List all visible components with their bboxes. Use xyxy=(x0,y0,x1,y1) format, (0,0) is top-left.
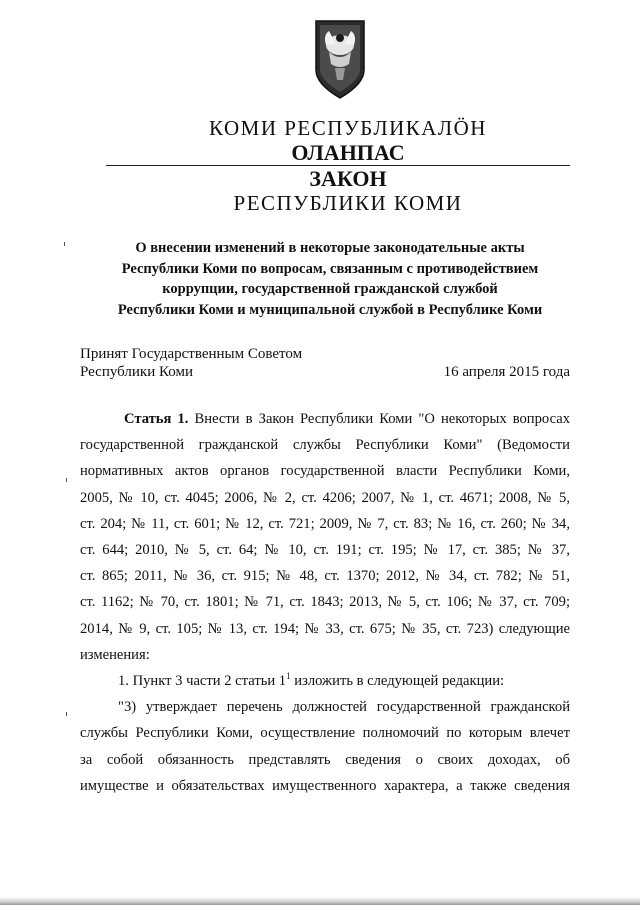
scan-speck xyxy=(66,712,67,716)
article-paragraph-line: изменения: xyxy=(80,646,150,663)
adoption-info xyxy=(80,345,570,381)
article-paragraph-line: Статья 1. Внести в Закон Республики Коми "О некоторых вопросах xyxy=(124,411,570,427)
article-heading: Статья 1. xyxy=(124,411,189,427)
header-komi-republic: КОМИ РЕСПУБЛИКАЛӦН xyxy=(209,116,487,140)
article-1 xyxy=(80,406,570,799)
item-1: 1. Пункт 3 части 2 статьи $1^1$ изложить в следующей редакции: xyxy=(118,671,505,690)
law-title-line: коррупции, государственной гражданской службой xyxy=(162,281,498,297)
scan-speck xyxy=(64,242,65,246)
article-paragraph-line: ст. 644; 2010, № 5, ст. 64; № 10, ст. 191; ст. 195; № 17, ст. 385; № 37, xyxy=(80,542,570,559)
adopted-by: Принят Государственным Советом xyxy=(80,346,303,362)
quote-line: имуществе и обязательствах имущественного характера, а также сведения xyxy=(80,777,570,794)
article-paragraph-line: нормативных актов органов государственной власти Республики Коми, xyxy=(80,463,570,480)
adopted-by-republic: Республики Коми xyxy=(80,364,193,380)
article-paragraph-line: ст. 865; 2011, № 36, ст. 915; № 48, ст. 1370; 2012, № 34, ст. 782; № 51, xyxy=(80,568,570,585)
article-paragraph-line: 2005, № 10, ст. 4045; 2006, № 2, ст. 4206; 2007, № 1, ст. 4671; 2008, № 5, xyxy=(80,489,570,506)
header-zakon: ЗАКОН xyxy=(309,166,387,191)
article-paragraph-line: 2014, № 9, ст. 105; № 13, ст. 194; № 33, ст. 675; № 35, ст. 723) следующие xyxy=(80,620,570,637)
quote-line: службы Республики Коми, осуществление полномочий по которым влечет xyxy=(80,725,570,742)
superscript: 1 xyxy=(286,671,291,682)
scan-speck xyxy=(66,478,67,482)
adoption-date: 16 апреля 2015 года xyxy=(443,364,570,380)
header-of-republic: РЕСПУБЛИКИ КОМИ xyxy=(233,191,463,215)
quote-line: "3) утверждает перечень должностей государственной гражданской xyxy=(118,699,570,716)
law-title-line: О внесении изменений в некоторые законодательные акты xyxy=(135,240,525,256)
article-paragraph-line: ст. 204; № 11, ст. 601; № 12, ст. 721; 2009, № 7, ст. 83; № 16, ст. 260; № 34, xyxy=(80,515,570,532)
komi-coat-of-arms-emblem xyxy=(313,18,367,100)
scan-bottom-edge xyxy=(0,897,640,905)
article-paragraph-line: государственной гражданской службы Республики Коми" (Ведомости xyxy=(80,437,570,454)
law-title-line: Республики Коми и муниципальной службой в Республике Коми xyxy=(117,301,543,318)
quote-line: за собой обязанность представлять сведения о своих доходах, об xyxy=(80,751,570,768)
article-paragraph-line: ст. 1162; № 70, ст. 1801; № 71, ст. 1843; 2013, № 5, ст. 106; № 37, ст. 709; xyxy=(80,594,570,611)
header-olanpas: ОЛАНПАС xyxy=(291,140,405,165)
law-title-line: Республики Коми по вопросам, связанным с противодействием xyxy=(121,260,539,277)
law-title xyxy=(80,238,580,320)
